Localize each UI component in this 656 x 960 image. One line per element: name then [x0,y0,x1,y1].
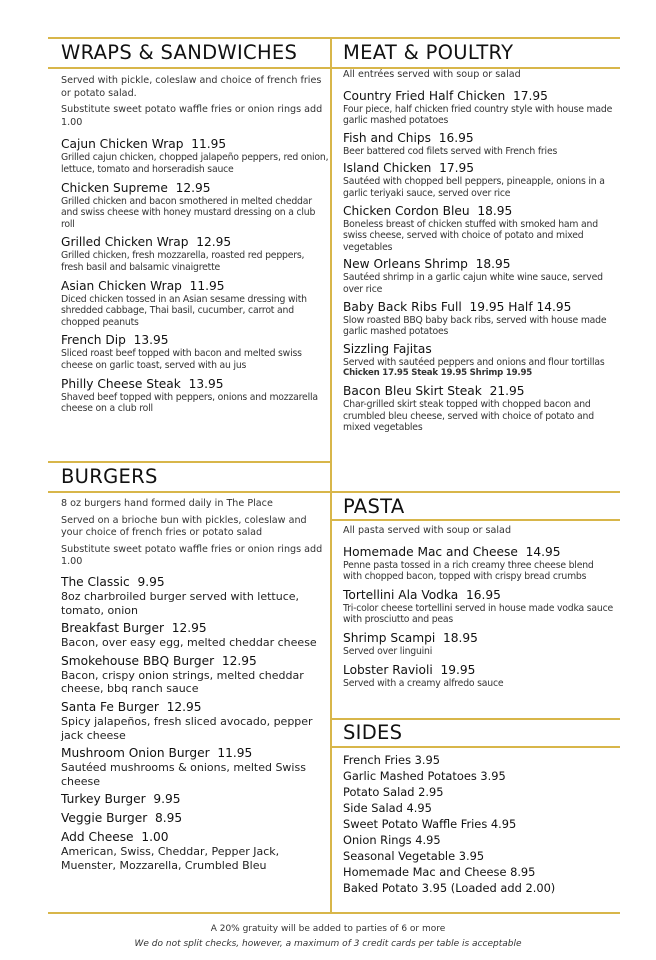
menu-item-title [61,621,329,636]
menu-item-price: 12.95 [196,235,232,250]
menu-item-price: 11.95 [191,137,227,152]
menu-item-price: 13.95 [188,376,224,391]
menu-item [61,137,329,175]
burgers-column [61,498,329,877]
menu-item-title [343,257,615,272]
menu-item [343,384,615,434]
side-item: Sweet Potato Waffle Fries 4.95 [343,817,517,831]
menu-item [61,792,329,807]
menu-item-title [343,204,615,219]
menu-item-description: Sautéed with chopped bell peppers, pineapple, onions in a garlic teriyaki sauce, served over rice [343,176,605,199]
menu-item [343,161,615,199]
menu-item-description: Shaved beef topped with peppers, onions and mozzarella cheese on a club roll [61,391,318,415]
menu-item-price: 19.95 Half 14.95 [469,299,572,314]
menu-item-description: Served with sautéed peppers and onions and flour tortillas [343,356,605,368]
menu-item-title [61,792,329,807]
menu-item-description: Four piece, half chicken fried country style with house made garlic mashed potatoes [343,103,613,127]
menu-item-title [61,811,329,826]
menu-item-name: Homemade Mac and Cheese [343,544,518,559]
menu-item-description: Bacon, crispy onion strings, melted cheddar cheese, bbq ranch sauce [61,668,304,696]
menu-item-name: Island Chicken [343,161,432,176]
menu-item-description: Spicy jalapeños, fresh sliced avocado, pepper jack cheese [61,714,313,742]
menu-item-title [343,342,615,357]
burgers-title: BURGERS [61,465,158,488]
meat-column [343,69,615,438]
header-under-rule-left [48,67,331,69]
menu-item-name: Turkey Burger [61,792,146,807]
menu-item-title [343,131,615,146]
menu-item-options: Chicken 17.95 Steak 19.95 Shrimp 19.95 [343,368,533,379]
pasta-bottom-rule [331,519,620,521]
menu-item-name: New Orleans Shrimp [343,257,468,272]
meat-title: MEAT & POULTRY [343,41,514,64]
side-item: French Fries 3.95 [343,753,440,767]
menu-item-title [343,663,615,678]
menu-item-price: 18.95 [443,630,478,645]
menu-item-name: Breakfast Burger [61,621,165,636]
menu-item-name: Smokehouse BBQ Burger [61,653,215,668]
bottom-rule [48,912,620,914]
pasta-title: PASTA [343,495,405,518]
menu-item-description: Bacon, over easy egg, melted cheddar cheese [61,636,317,650]
menu-item-name: Lobster Ravioli [343,662,433,677]
menu-item-description: Sautéed shrimp in a garlic cajun white wine sauce, served over rice [343,272,603,295]
wraps-intro-1: Served with pickle, coleslaw and choice of french fries or potato salad. [61,75,322,99]
menu-item-price: 17.95 [439,161,474,176]
footer-checks-note: We do not split checks, however, a maximum of 3 credit cards per table is acceptable [134,939,522,949]
top-rule [48,37,620,39]
menu-item-description: American, Swiss, Cheddar, Pepper Jack, Muenster, Mozzarella, Crumbled Bleu [61,845,280,872]
menu-item-title [61,575,329,590]
burgers-intro-2: Served on a brioche bun with pickles, coleslaw and your choice of french fries or potato salad [61,514,307,539]
menu-item-price: 9.95 [153,792,181,807]
menu-item-title [343,161,615,176]
burgers-top-rule [48,461,331,463]
menu-item-title [343,545,615,560]
menu-item [61,181,329,231]
menu-item-title [61,830,329,845]
menu-item-title [61,235,329,250]
menu-item-price: 19.95 [440,662,476,677]
menu-item-name: Veggie Burger [61,811,148,826]
menu-item-price: 12.95 [221,653,257,668]
menu-item-title [61,181,329,196]
menu-item-name: Philly Cheese Steak [61,376,181,391]
menu-item [343,545,615,583]
side-item: Baked Potato 3.95 (Loaded add 2.00) [343,881,556,895]
menu-item-name: Sizzling Fajitas [343,341,432,356]
menu-item-title [343,300,615,315]
wraps-column [61,75,329,420]
menu-item-name: Shrimp Scampi [343,630,436,645]
menu-item-name: Chicken Supreme [61,180,168,195]
menu-item-title [61,746,329,761]
menu-item-price: 1.00 [141,830,169,845]
menu-item-name: Mushroom Onion Burger [61,746,210,761]
menu-item-price: 12.95 [175,180,211,195]
menu-item-description: Sliced roast beef topped with bacon and melted swiss cheese on garlic toast, served with au jus [61,348,302,371]
side-item: Onion Rings 4.95 [343,833,441,847]
menu-item-title [343,588,615,603]
menu-item [343,631,615,658]
menu-item-price: 9.95 [137,574,165,589]
burgers-intro-3: Substitute sweet potato waffle fries or onion rings add 1.00 [61,543,323,568]
menu-item-title [61,654,329,669]
menu-item-price: 11.95 [189,278,225,293]
menu-item [61,654,329,696]
menu-item [343,204,615,254]
menu-item-description: Served over linguini [343,645,433,657]
menu-item-name: The Classic [61,574,130,589]
menu-item [343,131,615,158]
menu-item-description: Served with a creamy alfredo sauce [343,677,504,689]
menu-item [61,279,329,329]
menu-item-title [343,89,615,104]
menu-item-name: Fish and Chips [343,130,431,145]
menu-item-name: Baby Back Ribs Full [343,299,462,314]
menu-item-title [343,631,615,646]
menu-item [61,333,329,371]
menu-item-description: Penne pasta tossed in a rich creamy three cheese blend with chopped bacon, topped with crispy bread crumbs [343,559,594,583]
menu-item-description: Grilled chicken, fresh mozzarella, roasted red peppers, fresh basil and balsamic vinaigrette [61,250,305,273]
side-item: Homemade Mac and Cheese 8.95 [343,865,536,879]
menu-item-name: French Dip [61,333,126,348]
side-item: Side Salad 4.95 [343,801,432,815]
sides-title: SIDES [343,721,403,744]
menu-item-description: Sautéed mushrooms & onions, melted Swiss cheese [61,761,306,788]
menu-item-title [61,377,329,392]
menu-item-name: Tortellini Ala Vodka [343,587,459,602]
menu-item [61,235,329,273]
menu-item-title [61,137,329,152]
pasta-top-rule [331,491,620,493]
menu-item [343,663,615,690]
menu-item-name: Cajun Chicken Wrap [61,137,184,152]
side-item: Garlic Mashed Potatoes 3.95 [343,769,506,783]
menu-item-description: Grilled chicken and bacon smothered in melted cheddar and swiss cheese with honey mustard dressing on a club roll [61,195,316,230]
menu-item-description: Tri-color cheese tortellini served in house made vodka sauce with prosciutto and peas [343,602,614,626]
menu-item [343,257,615,295]
wraps-title: WRAPS & SANDWICHES [61,41,298,64]
menu-item-price: 18.95 [475,257,511,272]
menu-item-price: 18.95 [477,203,513,218]
menu-item-price: 13.95 [133,333,169,348]
menu-item-description: Char-grilled skirt steak topped with chopped bacon and crumbled bleu cheese, served with choice of potato and mixed vegetables [343,398,594,434]
menu-item-description: Grilled cajun chicken, chopped jalapeño peppers, red onion, lettuce, tomato and horseradish sauce [61,152,329,175]
menu-item-title [61,279,329,294]
side-item: Seasonal Vegetable 3.95 [343,849,485,863]
menu-item-name: Country Fried Half Chicken [343,88,506,103]
menu-item [343,89,615,127]
sides-column [343,752,615,896]
wraps-intro-2: Substitute sweet potato waffle fries or onion rings add 1.00 [61,104,323,128]
menu-item-description: 8oz charbroiled burger served with lettuce, tomato, onion [61,589,300,617]
menu-item-price: 21.95 [489,383,525,398]
menu-item-title [61,700,329,715]
menu-item-description: Diced chicken tossed in an Asian sesame dressing with shredded cabbage, Thai basil, cucumber, carrot and chopped peanuts [61,293,307,328]
pasta-column [343,525,615,694]
pasta-intro: All pasta served with soup or salad [343,525,512,536]
side-item: Potato Salad 2.95 [343,785,444,799]
menu-item-name: Add Cheese [61,830,134,845]
menu-item [61,377,329,415]
menu-item [61,575,329,617]
footer-gratuity-note: A 20% gratuity will be added to parties of 6 or more [210,924,446,934]
menu-item-price: 11.95 [217,746,253,761]
menu-item-price: 17.95 [513,88,548,103]
menu-item-price: 8.95 [155,811,183,826]
meat-intro: All entrées served with soup or salad [343,69,521,80]
menu-item [343,300,615,338]
burgers-bottom-rule [48,491,331,493]
menu-item-price: 16.95 [438,130,474,145]
menu-item-price: 14.95 [525,544,561,559]
menu-item-description: Boneless breast of chicken stuffed with smoked ham and swiss cheese, served with choice of potato and mixed vegetables [343,218,598,253]
menu-item-price: 12.95 [171,621,207,636]
menu-item [61,830,329,872]
sides-bottom-rule [331,746,620,748]
menu-item-title [343,384,615,399]
menu-item-title [61,333,329,348]
menu-item [61,621,329,650]
menu-item-price: 12.95 [166,699,202,714]
sides-top-rule [331,718,620,720]
menu-item-description: Slow roasted BBQ baby back ribs, served with house made garlic mashed potatoes [343,314,607,338]
menu-item-name: Santa Fe Burger [61,699,159,714]
menu-item-price: 16.95 [465,587,501,602]
menu-item [61,700,329,742]
menu-item-name: Chicken Cordon Bleu [343,203,470,218]
menu-item-description: Beer battered cod filets served with French fries [343,145,558,157]
menu-item-name: Bacon Bleu Skirt Steak [343,383,482,398]
menu-item-name: Asian Chicken Wrap [61,278,182,293]
burgers-intro-1: 8 oz burgers hand formed daily in The Place [61,498,273,509]
menu-item [61,746,329,788]
menu-item [343,588,615,626]
menu-item [61,811,329,826]
menu-item-name: Grilled Chicken Wrap [61,235,189,250]
menu-item [343,342,615,380]
center-divider [330,37,332,913]
